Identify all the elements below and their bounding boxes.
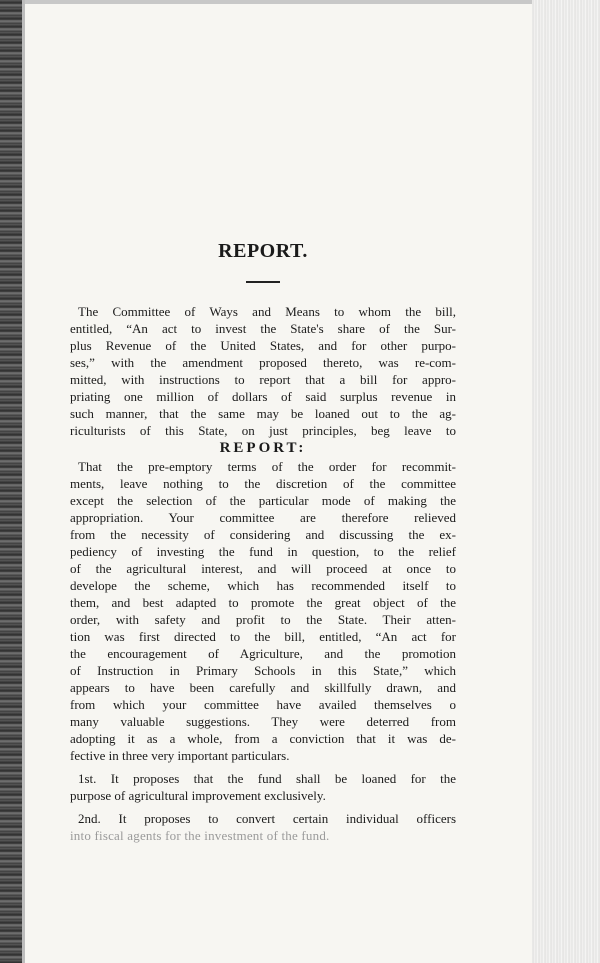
intro-line-3: plus Revenue of the United States, and for other purpo- — [70, 338, 456, 353]
body-line-1: That the pre-emptory terms of the order for recommit- — [78, 459, 456, 474]
document-page — [70, 240, 456, 844]
second-line-2-faded: into fiscal agents for the investment of the fund. — [70, 828, 330, 843]
first-line-2: purpose of agricultural improvement exclusively. — [70, 788, 326, 803]
body-line-6: pediency of investing the fund in question, to the relief — [70, 544, 456, 559]
page-top-edge — [25, 0, 532, 4]
intro-line-8: riculturists of this State, on just principles, beg leave to — [70, 423, 456, 438]
body-paragraph — [70, 458, 456, 764]
body-line-4: appropriation. Your committee are therefore relieved — [70, 510, 456, 525]
body-line-14: appears to have been carefully and skillfully drawn, and — [70, 680, 456, 695]
body-line-2: ments, leave nothing to the discretion of the committee — [70, 476, 456, 491]
body-line-8: develope the scheme, which has recommended itself to — [70, 578, 456, 593]
body-line-12: the encouragement of Agriculture, and the promotion — [70, 646, 456, 661]
adjacent-page-bleed — [532, 0, 600, 963]
report-subheading: REPORT: — [219, 440, 307, 456]
intro-line-2: entitled, “An act to invest the State's share of the Sur- — [70, 321, 456, 336]
body-line-11: tion was first directed to the bill, entitled, “An act for — [70, 629, 456, 644]
body-line-16: many valuable suggestions. They were deterred from — [70, 714, 456, 729]
second-line-1: 2nd. It proposes to convert certain individual officers — [78, 811, 456, 826]
point-1st — [70, 770, 456, 804]
first-line-1: 1st. It proposes that the fund shall be loaned for the — [78, 771, 456, 786]
body-line-5: from the necessity of considering and discussing the ex- — [70, 527, 456, 542]
body-line-10: order, with safety and profit to the State. Their atten- — [70, 612, 456, 627]
body-line-3: except the selection of the particular mode of making the — [70, 493, 456, 508]
spine-edge — [22, 0, 25, 963]
report-title: REPORT. — [218, 240, 308, 262]
title-rule — [246, 281, 280, 283]
body-line-15: from which your committee have availed themselves o — [70, 697, 456, 712]
intro-line-7: such manner, that the same may be loaned out to the ag- — [70, 406, 456, 421]
point-2nd — [70, 810, 456, 844]
body-line-18: fective in three very important particulars. — [70, 748, 290, 763]
intro-line-1: The Committee of Ways and Means to whom the bill, — [78, 304, 456, 319]
intro-line-6: priating one million of dollars of said surplus revenue in — [70, 389, 456, 404]
intro-line-5: mitted, with instructions to report that a bill for appro- — [70, 372, 456, 387]
book-spine-shadow — [0, 0, 22, 963]
intro-paragraph — [70, 303, 456, 439]
body-line-13: of Instruction in Primary Schools in this State,” which — [70, 663, 456, 678]
intro-line-4: ses,” with the amendment proposed thereto, was re-com- — [70, 355, 456, 370]
body-line-7: of the agricultural interest, and will proceed at once to — [70, 561, 456, 576]
body-line-17: adopting it as a whole, from a conviction that it was de- — [70, 731, 456, 746]
body-line-9: them, and best adapted to promote the great object of the — [70, 595, 456, 610]
